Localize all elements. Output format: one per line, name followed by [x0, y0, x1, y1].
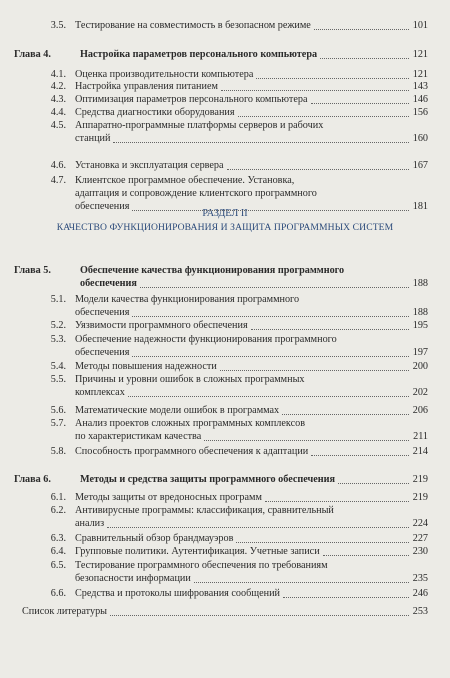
entry-page-number: 211	[413, 431, 428, 442]
entry-page-number: 188	[412, 307, 428, 318]
section-title: КАЧЕСТВО ФУНКЦИОНИРОВАНИЯ И ЗАЩИТА ПРОГРАММНЫХ СИСТЕМ	[56, 222, 394, 233]
entry-title-line: Сравнительный обзор брандмауэров	[75, 533, 234, 544]
toc-entry	[0, 94, 428, 107]
dot-leader	[107, 525, 409, 528]
dot-leader	[140, 285, 409, 288]
entry-title-line: Тестирование на совместимость в безопасном режиме	[75, 20, 311, 31]
entry-number: 4.5.	[50, 120, 66, 131]
toc-entry	[0, 588, 428, 601]
entry-number: 5.5.	[50, 374, 66, 385]
dot-leader	[132, 314, 409, 317]
entry-title-line: Клиентское программное обеспечение. Установка,	[75, 175, 295, 186]
entry-title-line: Уязвимости программного обеспечения	[75, 320, 248, 331]
entry-title-line: Настройка параметров персонального компьютера	[80, 49, 318, 60]
entry-title-line: Математические модели ошибок в программах	[75, 405, 280, 416]
entry-title-line: комплексах	[75, 387, 125, 398]
dot-leader	[113, 140, 409, 143]
entry-title-line: Обеспечение надежности функционирования программного	[75, 334, 337, 345]
entry-number: Глава 5.	[14, 265, 51, 276]
entry-number: 6.2.	[50, 505, 66, 516]
toc-entry	[0, 492, 428, 505]
entry-title-line: обеспечения	[80, 278, 137, 289]
entry-title-line: Анализ проектов сложных программных комплексов	[75, 418, 306, 429]
toc-entry	[0, 120, 428, 146]
entry-page-number: 219	[412, 474, 428, 485]
entry-page-number: 146	[412, 94, 428, 105]
entry-page-number: 235	[412, 573, 428, 584]
entry-number: 4.2.	[50, 81, 66, 92]
entry-number: 6.1.	[50, 492, 66, 503]
entry-page-number: 121	[412, 49, 428, 60]
toc-chapter-entry	[0, 265, 428, 291]
entry-number: 4.1.	[50, 69, 66, 80]
entry-page-number: 181	[412, 201, 428, 212]
entry-title-line: Аппаратно-программные платформы серверов и рабочих	[75, 120, 324, 131]
entry-page-number: 206	[412, 405, 428, 416]
entry-page-number: 195	[412, 320, 428, 331]
entry-page-number: 224	[412, 518, 428, 529]
section-label: РАЗДЕЛ II	[202, 208, 248, 219]
entry-page-number: 219	[412, 492, 428, 503]
entry-title-line: обеспечения	[75, 347, 130, 358]
dot-leader	[283, 595, 409, 598]
entry-page-number: 121	[412, 69, 428, 80]
entry-number: Глава 6.	[14, 474, 51, 485]
dot-leader	[311, 101, 409, 104]
entry-page-number: 101	[412, 20, 428, 31]
entry-title-line: Групповые политики. Аутентификация. Учетные записи	[75, 546, 320, 557]
entry-page-number: 214	[412, 446, 428, 457]
dot-leader	[251, 327, 409, 330]
entry-title-line: Список литературы	[22, 606, 108, 617]
toc-entry	[0, 107, 428, 120]
dot-leader	[132, 208, 409, 211]
entry-title-line: обеспечения	[75, 201, 130, 212]
entry-title-line: Способность программного обеспечения к адаптации	[75, 446, 309, 457]
dot-leader	[238, 114, 409, 117]
entry-title-line: Оптимизация параметров персонального компьютера	[75, 94, 308, 105]
entry-number: 3.5.	[50, 20, 66, 31]
dot-leader	[236, 540, 409, 543]
entry-title-line: Обеспечение качества функционирования программного	[80, 265, 345, 276]
entry-number: 6.4.	[50, 546, 66, 557]
entry-page-number: 143	[412, 81, 428, 92]
toc-entry	[0, 446, 428, 459]
toc-chapter-entry	[0, 49, 428, 62]
toc-entry	[0, 533, 428, 546]
entry-title-line: анализ	[75, 518, 105, 529]
dot-leader	[220, 368, 409, 371]
entry-title-line: Тестирование программного обеспечения по требованиям	[75, 560, 328, 571]
toc-entry	[0, 505, 428, 531]
toc-entry	[0, 374, 428, 400]
entry-number: 5.6.	[50, 405, 66, 416]
entry-title-line: Антивирусные программы: классификация, сравнительный	[75, 505, 334, 516]
toc-entry	[0, 160, 428, 173]
entry-number: 6.6.	[50, 588, 66, 599]
dot-leader	[282, 412, 409, 415]
toc-entry	[0, 418, 428, 444]
toc-chapter-entry	[0, 474, 428, 487]
toc-entry	[0, 175, 428, 214]
toc-entry	[0, 334, 428, 360]
entry-page-number: 253	[412, 606, 428, 617]
toc-entry	[0, 361, 428, 374]
entry-title-line: Средства диагностики оборудования	[75, 107, 235, 118]
entry-title-line: Средства и протоколы шифрования сообщений	[75, 588, 280, 599]
entry-number: 4.6.	[50, 160, 66, 171]
entry-number: 6.3.	[50, 533, 66, 544]
entry-title-line: по характеристикам качества	[75, 431, 202, 442]
dot-leader	[311, 453, 409, 456]
entry-title-line: станций	[75, 133, 111, 144]
entry-title-line: Модели качества функционирования программного	[75, 294, 300, 305]
entry-title-line: адаптация и сопровождение клиентского программного	[75, 188, 317, 199]
entry-title-line: Методы защиты от вредоносных программ	[75, 492, 262, 503]
entry-title-line: безопасности информации	[75, 573, 191, 584]
dot-leader	[256, 76, 409, 79]
entry-page-number: 197	[412, 347, 428, 358]
toc-entry	[0, 320, 428, 333]
toc-entry	[0, 606, 428, 619]
dot-leader	[128, 394, 409, 397]
dot-leader	[221, 88, 409, 91]
entry-number: 5.8.	[50, 446, 66, 457]
dot-leader	[338, 481, 409, 484]
entry-page-number: 230	[412, 546, 428, 557]
dot-leader	[323, 553, 409, 556]
entry-title-line: Оценка производительности компьютера	[75, 69, 254, 80]
entry-page-number: 200	[412, 361, 428, 372]
entry-number: 4.7.	[50, 175, 66, 186]
dot-leader	[110, 613, 409, 616]
entry-number: 5.7.	[50, 418, 66, 429]
entry-page-number: 156	[412, 107, 428, 118]
dot-leader	[227, 167, 409, 170]
entry-number: Глава 4.	[14, 49, 51, 60]
dot-leader	[204, 438, 409, 441]
dot-leader	[265, 499, 409, 502]
dot-leader	[132, 354, 409, 357]
entry-number: 5.2.	[50, 320, 66, 331]
entry-page-number: 160	[412, 133, 428, 144]
toc-entry	[0, 81, 428, 94]
entry-number: 5.3.	[50, 334, 66, 345]
dot-leader	[320, 56, 409, 59]
entry-page-number: 227	[412, 533, 428, 544]
entry-title-line: Методы повышения надежности	[75, 361, 217, 372]
entry-number: 4.4.	[50, 107, 66, 118]
entry-number: 5.4.	[50, 361, 66, 372]
toc-entry	[0, 405, 428, 418]
dot-leader	[314, 27, 409, 30]
toc-entry	[0, 560, 428, 586]
entry-title-line: Установка и эксплуатация сервера	[75, 160, 224, 171]
entry-page-number: 188	[412, 278, 428, 289]
entry-title-line: Причины и уровни ошибок в сложных программных	[75, 374, 305, 385]
entry-title-line: обеспечения	[75, 307, 130, 318]
entry-page-number: 167	[412, 160, 428, 171]
entry-number: 6.5.	[50, 560, 66, 571]
toc-entry	[0, 546, 428, 559]
toc-entry	[0, 20, 428, 33]
toc-entry	[0, 294, 428, 320]
entry-number: 4.3.	[50, 94, 66, 105]
entry-page-number: 202	[412, 387, 428, 398]
dot-leader	[194, 580, 409, 583]
entry-number: 5.1.	[50, 294, 66, 305]
entry-title-line: Настройка управления питанием	[75, 81, 218, 92]
entry-page-number: 246	[412, 588, 428, 599]
entry-title-line: Методы и средства защиты программного обеспечения	[80, 474, 336, 485]
